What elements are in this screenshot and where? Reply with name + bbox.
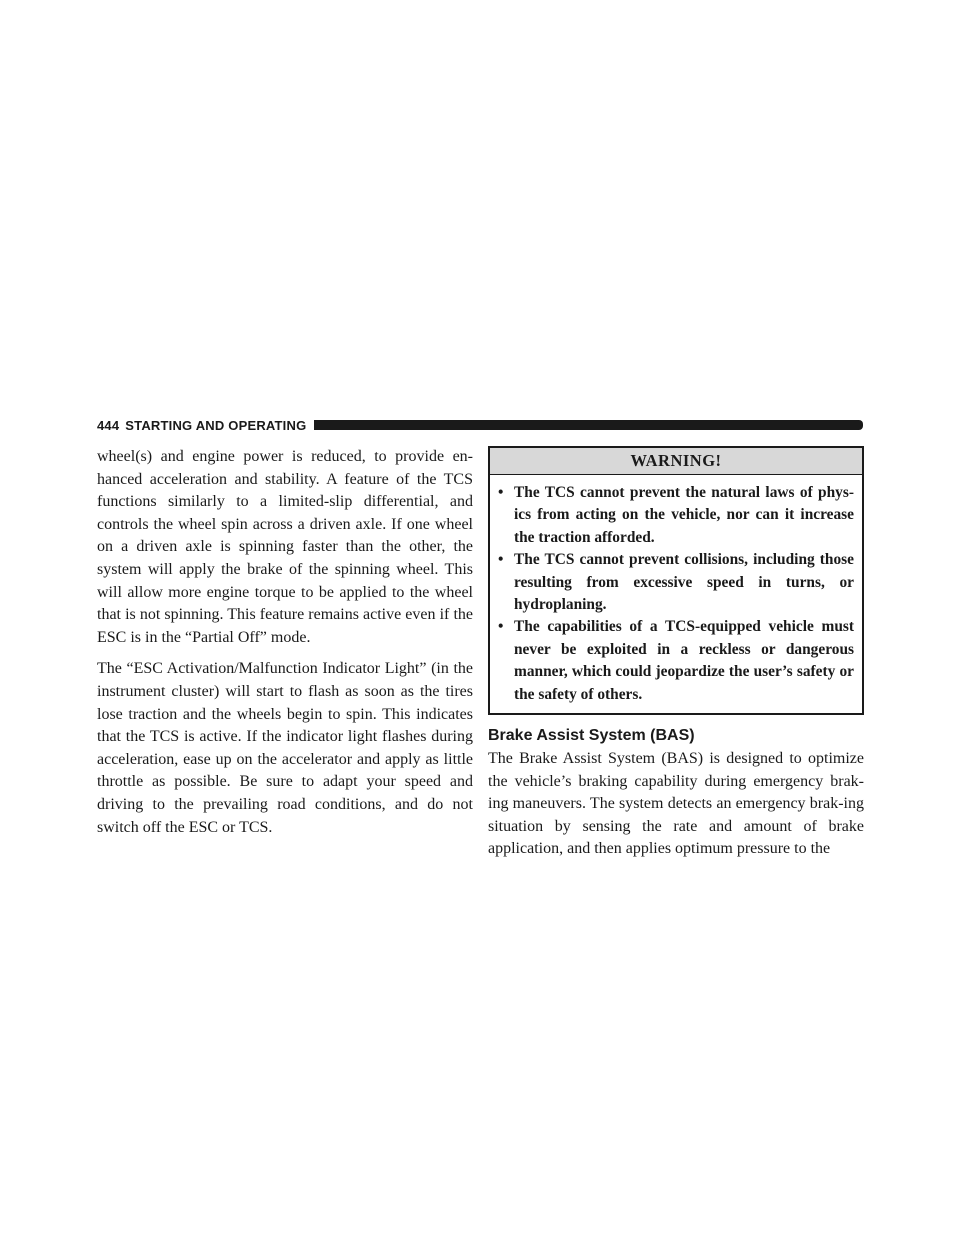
bullet-icon: • xyxy=(498,551,504,569)
warning-item xyxy=(498,482,854,549)
warning-item xyxy=(498,549,854,616)
bullet-icon: • xyxy=(498,618,504,636)
warning-item-text: The capabilities of a TCS-equipped vehicle must never be exploited in a reckless or dangerous manner, which could jeopardize the user’s safety or the safety of others. xyxy=(514,618,854,703)
right-column xyxy=(488,446,864,870)
tcs-continued-paragraph: wheel(s) and engine power is reduced, to provide en-hanced acceleration and stability. A feature of the TCS functions similarly to a limited-slip differential, and controls the wheel spin across a driven axle. If one wheel on a driven axle is spinning faster than the other, the system will apply the brake of the spinning wheel. This will allow more engine torque to be applied to the wheel that is not spinning. This feature remains active even if the ESC is in the “Partial Off” mode. xyxy=(97,448,473,646)
section-title: STARTING AND OPERATING xyxy=(125,417,307,433)
warning-item xyxy=(498,616,854,706)
warning-item-text: The TCS cannot prevent the natural laws of phys-ics from acting on the vehicle, nor can it increase the traction afforded. xyxy=(514,484,854,546)
left-column xyxy=(97,446,473,848)
bullet-icon: • xyxy=(498,484,504,501)
warning-list xyxy=(490,475,862,713)
warning-title: WARNING! xyxy=(490,448,862,475)
warning-box xyxy=(488,446,864,715)
page-header xyxy=(97,416,863,434)
page-number: 444 xyxy=(97,417,120,433)
esc-indicator-paragraph: The “ESC Activation/Malfunction Indicator Light” (in the instrument cluster) will start to flash as soon as the tires lose traction and the wheels begin to spin. This indicates that the TCS is active. If the indicator light flashes during acceleration, ease up on the accelerator and apply as little throttle as possible. Be sure to adapt your speed and driving to the prevailing road conditions, and do not switch off the ESC or TCS. xyxy=(97,660,473,836)
bas-paragraph: The Brake Assist System (BAS) is designed to optimize the vehicle’s braking capability during emergency brak-ing maneuvers. The system detects an emergency brak-ing situation by sensing the rate and amount of brake application, and then applies optimum pressure to the xyxy=(488,750,864,858)
warning-item-text: The TCS cannot prevent collisions, including those resulting from excessive speed in turns, or hydroplaning. xyxy=(514,551,854,614)
bas-heading: Brake Assist System (BAS) xyxy=(488,727,695,745)
header-rule xyxy=(314,420,863,430)
